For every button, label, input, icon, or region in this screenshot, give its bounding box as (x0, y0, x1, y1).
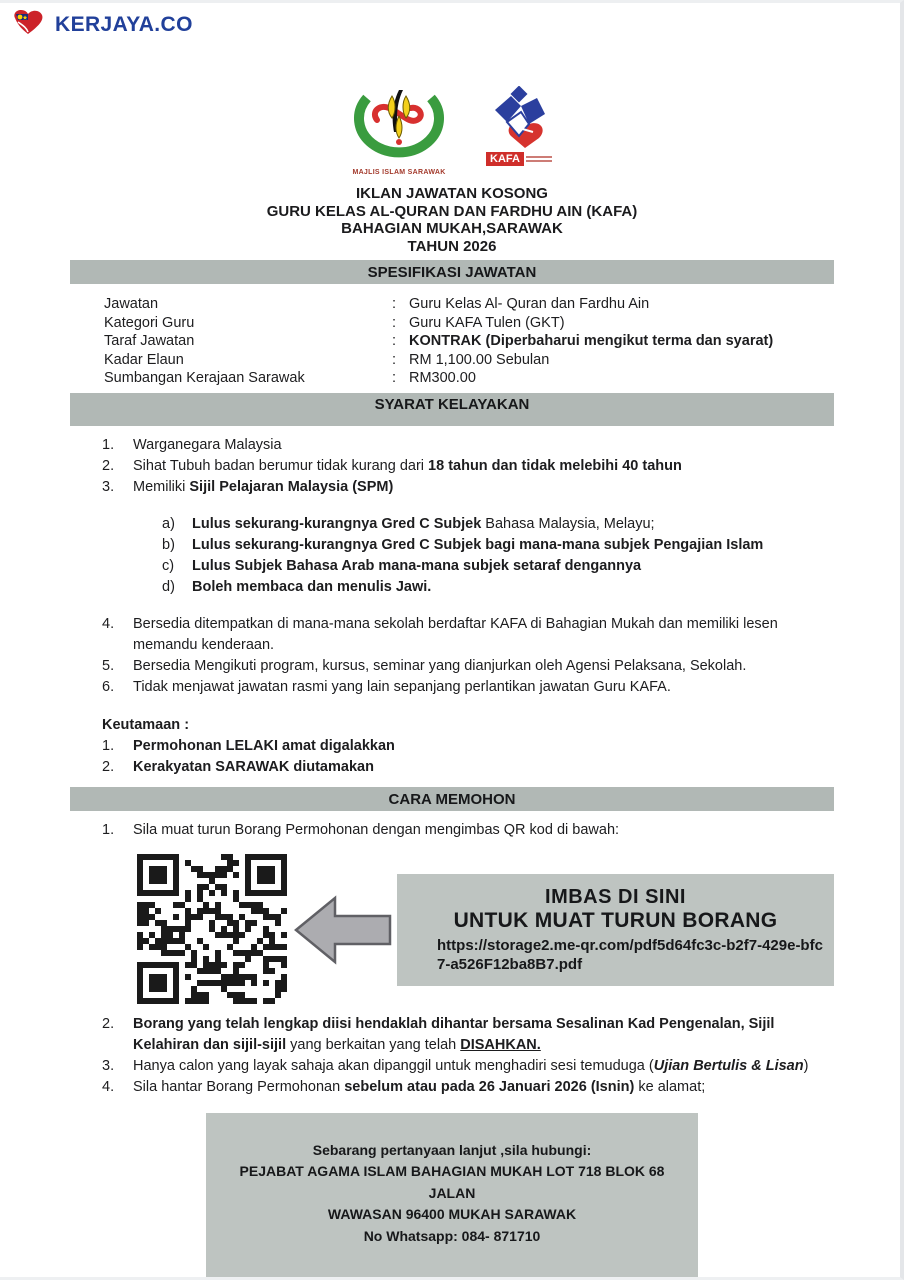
spec-value: KONTRAK (Diperbaharui mengikut terma dan syarat) (409, 333, 774, 349)
list-item-number: 1. (102, 821, 115, 838)
title-line: BAHAGIAN MUKAH,SARAWAK (341, 220, 563, 237)
imbas-url: https://storage2.me-qr.com/pdf5d64fc3c-b2f7-429e-bfc7-a526F12ba8B7.pdf (437, 936, 823, 973)
list-item-number: 6. (102, 678, 115, 695)
list-item (102, 820, 832, 841)
kafa-logo-icon (481, 86, 557, 150)
list-item-text (133, 757, 832, 778)
spec-colon: : (392, 296, 397, 312)
text-segment: ) (803, 1057, 809, 1074)
contact-line: WAWASAN 96400 MUKAH SARAWAK (327, 1206, 577, 1222)
list-item-number: 2. (102, 1015, 115, 1032)
text-segment: Sijil Pelajaran Malaysia (SPM) (189, 478, 394, 495)
text-segment: ke alamat; (634, 1078, 706, 1095)
spec-colon: : (392, 333, 397, 349)
list-item-text (133, 614, 832, 656)
text-segment: Bersedia Mengikuti program, kursus, seminar yang dianjurkan oleh Agensi Pelaksana, Sekolah. (133, 657, 747, 674)
list-item-text (133, 1077, 832, 1098)
list-item-text (133, 656, 832, 677)
list-item (162, 577, 832, 598)
text-segment: Lulus sekurang-kurangnya Gred C Subjek (192, 515, 482, 532)
list-item (162, 535, 832, 556)
malaysia-heart-flag-icon (12, 8, 48, 41)
contact-line: Sebarang pertanyaan lanjut ,sila hubungi: (312, 1141, 592, 1158)
list-item (102, 477, 832, 498)
list-item-text (192, 577, 832, 598)
logos-row (0, 86, 904, 176)
text-segment: Kerakyatan SARAWAK diutamakan (133, 758, 374, 775)
list-item-number: 1. (102, 737, 115, 754)
title-line: TAHUN 2026 (407, 237, 497, 255)
list-item (102, 656, 832, 677)
spec-value: Guru KAFA Tulen (GKT) (409, 314, 565, 331)
list-item-number: 3. (102, 478, 115, 495)
list-item-number: 2. (102, 457, 115, 474)
list-item (102, 757, 832, 778)
list-item (102, 1056, 832, 1077)
text-segment: Sihat Tubuh badan berumur tidak kurang dari (133, 457, 429, 474)
imbas-box (397, 874, 834, 986)
list-item-text (133, 820, 832, 841)
text-segment: Sila muat turun Borang Permohonan dengan mengimbas QR kod di bawah: (133, 821, 620, 838)
spec-row (104, 332, 834, 351)
list-item-number: c) (162, 557, 175, 574)
kafa-label-row (486, 152, 552, 166)
list-item-number: 5. (102, 657, 115, 674)
cara-step-1 (102, 820, 832, 841)
text-segment: Tidak menjawat jawatan rasmi yang lain sepanjang perlantikan jawatan Guru KAFA. (133, 678, 671, 695)
cara-steps-2-4 (102, 1014, 832, 1098)
text-segment: DISAHKAN. (460, 1036, 541, 1053)
kafa-logo (481, 86, 557, 166)
spec-label: Kategori Guru (104, 314, 195, 331)
text-segment: Boleh membaca dan menulis Jawi. (192, 578, 432, 595)
list-item-text (133, 477, 832, 498)
list-item-text (192, 535, 832, 556)
list-item (102, 677, 832, 698)
list-item-text (133, 736, 832, 757)
list-item (162, 556, 832, 577)
list-item-number: 3. (102, 1057, 115, 1074)
list-item-number: 2. (102, 758, 115, 775)
imbas-line2: UNTUK MUAT TURUN BORANG (453, 908, 778, 932)
contact-line: PEJABAT AGAMA ISLAM BAHAGIAN MUKAH LOT 718 BLOK 68 JALAN (239, 1163, 665, 1201)
text-segment: Memiliki (133, 478, 190, 495)
contact-box (206, 1113, 698, 1280)
list-item-text (133, 456, 832, 477)
spec-row (104, 369, 834, 388)
title-line: IKLAN JAWATAN KOSONG (356, 185, 548, 202)
spec-colon: : (392, 351, 397, 368)
text-segment: Sila hantar Borang Permohonan (133, 1078, 345, 1095)
list-item (162, 514, 832, 535)
majlis-islam-sarawak-caption: MAJLIS ISLAM SARAWAK (352, 169, 446, 176)
document-title (0, 185, 904, 255)
site-header (12, 8, 193, 41)
majlis-islam-sarawak-logo-icon (347, 86, 451, 168)
majlis-islam-sarawak-logo (347, 86, 451, 176)
text-segment: 18 tahun dan tidak melebihi 40 tahun (428, 457, 682, 474)
list-item-number: d) (162, 578, 175, 595)
spec-row (104, 351, 834, 370)
list-item-text (133, 1056, 832, 1077)
text-segment: Lulus Subjek Bahasa Arab mana-mana subjek setaraf dengannya (192, 557, 642, 574)
spec-label: Taraf Jawatan (104, 333, 195, 349)
list-item (102, 736, 832, 757)
list-item-text (133, 435, 832, 456)
section-heading-cara-memohon: CARA MEMOHON (70, 787, 834, 811)
list-item (102, 614, 832, 656)
keutamaan-heading: Keutamaan : (102, 716, 190, 733)
list-item (102, 456, 832, 477)
spec-colon: : (392, 314, 397, 331)
list-item-number: 1. (102, 436, 115, 453)
text-segment: Bahasa Malaysia, Melayu; (481, 515, 655, 532)
qr-code (137, 854, 289, 1006)
contact-line: No Whatsapp: 084- 871710 (363, 1227, 541, 1244)
spec-label: Kadar Elaun (104, 351, 184, 368)
syarat-sub-list (162, 514, 832, 598)
spec-colon: : (392, 370, 397, 386)
spec-row (104, 314, 834, 333)
text-segment: sebelum atau pada 26 Januari 2026 (Isnin) (344, 1078, 635, 1095)
document (0, 86, 904, 1279)
syarat-list-1-3 (102, 435, 832, 498)
spec-row (104, 295, 834, 314)
section-heading-spesifikasi: SPESIFIKASI JAWATAN (70, 260, 834, 284)
list-item-text (192, 514, 832, 535)
list-item-number: b) (162, 536, 175, 553)
list-item-text (133, 1014, 832, 1056)
text-segment: Hanya calon yang layak sahaja akan dipanggil untuk menghadiri sesi temuduga ( (133, 1057, 654, 1074)
text-segment: Permohonan LELAKI amat digalakkan (133, 737, 395, 754)
text-segment: Warganegara Malaysia (133, 436, 282, 453)
list-item-number: a) (162, 515, 175, 532)
kafa-caption: KAFA (486, 152, 524, 166)
text-segment: Lulus sekurang-kurangnya Gred C Subjek bagi mana-mana subjek Pengajian Islam (192, 536, 764, 553)
list-item (102, 1014, 832, 1056)
title-line: GURU KELAS AL-QURAN DAN FARDHU AIN (KAFA) (266, 202, 638, 220)
text-segment: Bersedia ditempatkan di mana-mana sekolah berdaftar KAFA di Bahagian Mukah dan memiliki lesen memandu kenderaan. (133, 615, 778, 653)
spec-label: Sumbangan Kerajaan Sarawak (104, 370, 305, 386)
list-item-text (133, 677, 832, 698)
text-segment: Borang yang telah lengkap diisi hendaklah dihantar bersama Sesalinan Kad Pengenalan, Sijil Kelahiran dan sijil-sijil (133, 1015, 775, 1053)
left-arrow-icon (289, 893, 397, 967)
section-heading-syarat: SYARAT KELAYAKAN (70, 393, 834, 426)
brand-title[interactable]: KERJAYA.CO (55, 12, 193, 36)
qr-row (137, 854, 834, 1006)
list-item (102, 435, 832, 456)
list-item-number: 4. (102, 615, 115, 632)
keutamaan-list (102, 736, 832, 778)
imbas-line1: IMBAS DI SINI (545, 885, 686, 908)
spec-value: Guru Kelas Al- Quran dan Fardhu Ain (409, 296, 650, 312)
spec-table (104, 295, 834, 388)
list-item (102, 1077, 832, 1098)
spec-value: RM300.00 (409, 370, 476, 386)
text-segment: Ujian Bertulis & Lisan (653, 1057, 804, 1074)
syarat-list-4-6 (102, 614, 832, 698)
spec-label: Jawatan (104, 296, 159, 312)
text-segment: yang berkaitan yang telah (286, 1036, 461, 1053)
spec-value: RM 1,100.00 Sebulan (409, 351, 550, 368)
list-item-number: 4. (102, 1078, 115, 1095)
kafa-caption-small-text (526, 156, 552, 162)
list-item-text (192, 556, 832, 577)
